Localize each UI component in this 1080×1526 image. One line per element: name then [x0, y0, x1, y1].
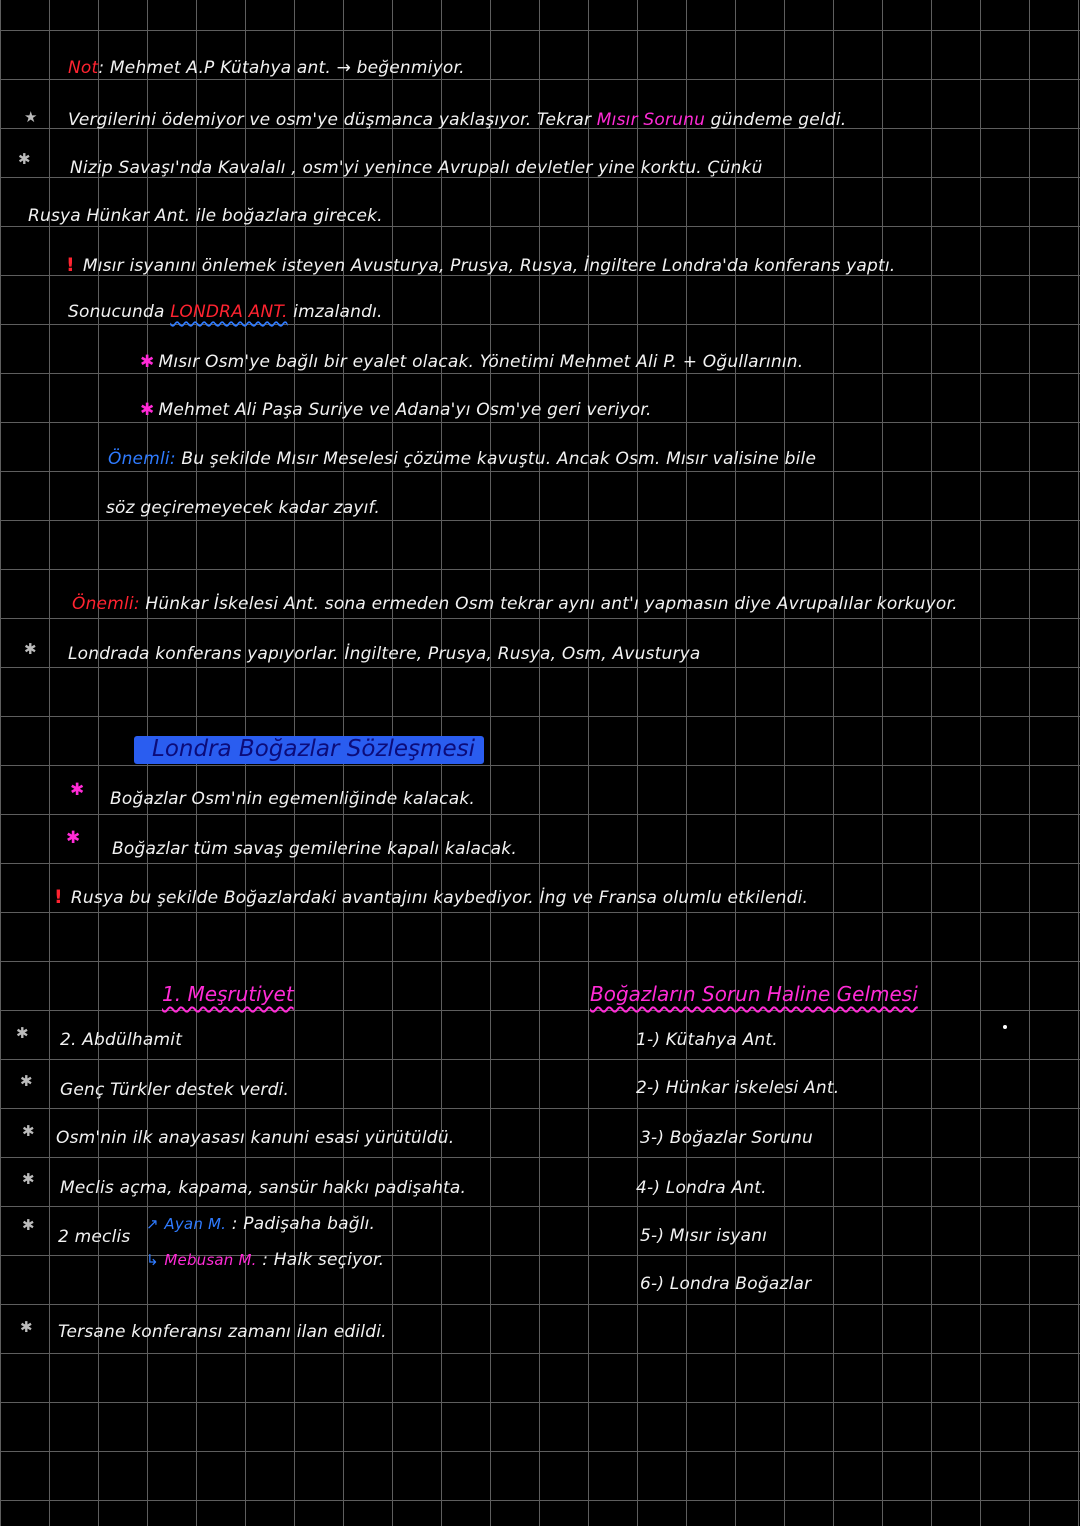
star-icon: ✱ [16, 1024, 29, 1042]
mesrutiyet-item: Meclis açma, kapama, sansür hakkı padişahta. [60, 1178, 467, 1198]
meclis-branch-mebusan [146, 1250, 384, 1270]
bogazlar-heading: Boğazların Sorun Haline Gelmesi [590, 982, 918, 1006]
star-icon: ✱ [22, 1122, 35, 1140]
meclis-branch-ayan [146, 1214, 375, 1234]
star-icon: ✱ [20, 1072, 33, 1090]
section-item-2: Boğazlar tüm savaş gemilerine kapalı kalacak. [112, 839, 517, 859]
bogazlar-item: 1-) Kütahya Ant. [636, 1030, 778, 1050]
onemli-note-1-cont: söz geçiremeyecek kadar zayıf. [106, 498, 381, 518]
note-text: : Mehmet A.P Kütahya ant. → beğenmiyor. [98, 58, 465, 78]
note-line-6: Sonucunda LONDRA ANT. imzalandı. [68, 302, 383, 322]
note-label: Not [68, 58, 99, 78]
bogazlar-item: 4-) Londra Ant. [636, 1178, 767, 1198]
onemli-note-1: Önemli: Bu şekilde Mısır Meselesi çözüme kavuştu. Ancak Osm. Mısır valisine bile [108, 449, 817, 469]
star-icon: ✱ [22, 1216, 35, 1234]
star-icon: ★ [24, 108, 38, 126]
misir-sorunu-highlight: Mısır Sorunu [596, 110, 706, 130]
arrow-icon: ↗ [146, 1215, 159, 1233]
ayan-desc: : Padişaha bağlı. [231, 1214, 376, 1234]
section-title: Londra Boğazlar Sözleşmesi [152, 736, 475, 762]
bogazlar-item: 2-) Hünkar iskelesi Ant. [636, 1078, 840, 1098]
mebusan-label: Mebusan M. [164, 1251, 257, 1269]
londra-konferans-line: Londrada konferans yapıyorlar. İngiltere, Prusya, Rusya, Osm, Avusturya [68, 644, 701, 664]
bogazlar-item: 3-) Boğazlar Sorunu [640, 1128, 814, 1148]
onemli-label: Önemli: [108, 449, 176, 469]
mesrutiyet-last: Tersane konferansı zamanı ilan edildi. [58, 1322, 387, 1342]
star-icon: ✱ [22, 1170, 35, 1188]
star-icon: ✱ [20, 1318, 33, 1336]
section-item-1: Boğazlar Osm'nin egemenliğinde kalacak. [110, 789, 475, 809]
star-icon: ✱ [18, 150, 31, 168]
note-line-3: Nizip Savaşı'nda Kavalalı , osm'yi yenince Avrupalı devletler yine korktu. Çünkü [70, 158, 763, 178]
star-icon: ✱ [24, 640, 37, 658]
mebusan-desc: : Halk seçiyor. [262, 1250, 385, 1270]
bogazlar-item: 6-) Londra Boğazlar [640, 1274, 812, 1294]
bogazlar-item: 5-) Mısır isyanı [640, 1226, 768, 1246]
star-icon: ✱ [66, 828, 81, 848]
mesrutiyet-item: 2 meclis [58, 1227, 131, 1247]
bullet-item-2: ✱ Mehmet Ali Paşa Suriye ve Adana'yı Osm'ye geri veriyor. [140, 400, 652, 420]
star-icon: ✱ [70, 780, 85, 800]
section-conclusion: ! Rusya bu şekilde Boğazlardaki avantajını kaybediyor. İng ve Fransa olumlu etkilendi. [54, 886, 809, 908]
onemli-note-2: Önemli: Hünkar İskelesi Ant. sona ermeden Osm tekrar aynı ant'ı yapmasın diye Avrupalılar korkuyor. [72, 594, 958, 614]
mesrutiyet-item: Genç Türkler destek verdi. [60, 1080, 290, 1100]
bullet-icon: ✱ [140, 400, 155, 420]
bullet-item-1: ✱ Mısır Osm'ye bağlı bir eyalet olacak. Yönetimi Mehmet Ali P. + Oğullarının. [140, 352, 804, 372]
ayan-label: Ayan M. [164, 1215, 227, 1233]
arrow-icon: ↳ [146, 1251, 159, 1269]
onemli-label: Önemli: [72, 594, 140, 614]
note-line-5: ! Mısır isyanını önlemek isteyen Avusturya, Prusya, Rusya, İngiltere Londra'da konferans yaptı. [66, 254, 896, 276]
mesrutiyet-item: Osm'nin ilk anayasası kanuni esasi yürütüldü. [56, 1128, 455, 1148]
note-line [68, 58, 465, 78]
bullet-icon: ✱ [140, 352, 155, 372]
ink-dot [1003, 1025, 1007, 1029]
mesrutiyet-item: 2. Abdülhamit [60, 1030, 183, 1050]
londra-ant-highlight: LONDRA ANT. [170, 302, 288, 322]
mesrutiyet-heading: 1. Meşrutiyet [162, 982, 294, 1006]
note-line-2: Vergilerini ödemiyor ve osm'ye düşmanca yaklaşıyor. Tekrar Mısır Sorunu gündeme geldi. [68, 110, 847, 130]
exclamation-icon: ! [66, 254, 75, 276]
exclamation-icon: ! [54, 886, 63, 908]
note-line-4: Rusya Hünkar Ant. ile boğazlara girecek. [28, 206, 383, 226]
